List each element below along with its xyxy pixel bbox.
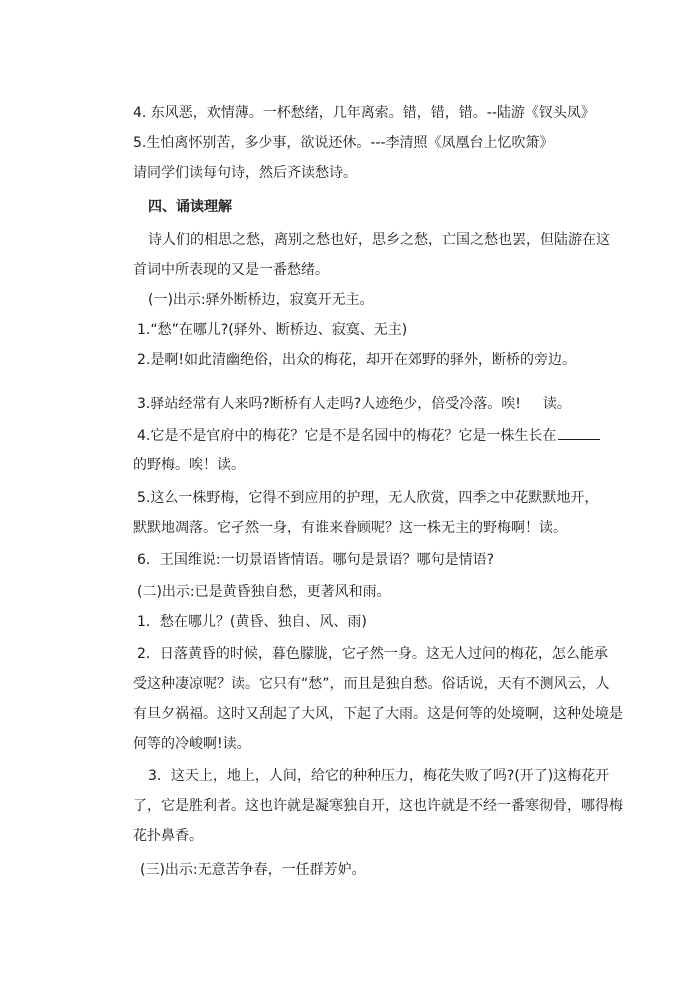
list-item-text: 读。 (542, 396, 571, 412)
paragraph-line: 有旦夕祸福。这时又刮起了大风，下起了大雨。这是何等的处境啊，这种处境是 (133, 706, 623, 722)
paragraph-line: 受这种凄凉呢？读。它只有“愁”，而且是独自愁。俗话说，天有不测风云，人 (133, 676, 610, 692)
paragraph-line: 何等的冷峻啊!读。 (133, 736, 251, 752)
paragraph-line: 默默地凋落。它孑然一身，有谁来眷顾呢？这一株无主的野梅啊！读。 (133, 520, 567, 536)
list-item: 5.这么一株野梅，它得不到应用的护理，无人欣赏，四季之中花默默地开， (137, 490, 599, 506)
instruction-text: 请同学们读每句诗，然后齐读愁诗。 (133, 165, 357, 181)
list-item (137, 394, 571, 414)
fill-in-blank (558, 425, 600, 440)
paragraph-line: 首词中所表现的又是一番愁绪。 (133, 262, 329, 278)
paragraph-line: 诗人们的相思之愁，离别之愁也好，思乡之愁，亡国之愁也罢，但陆游在这 (148, 232, 610, 248)
list-item-text: 3.驿站经常有人来吗?断桥有人走吗?人迹绝少，倍受冷落。唉! (137, 396, 521, 412)
list-item: 2．日落黄昏的时候，暮色朦胧，它孑然一身。这无人过问的梅花，怎么能承 (137, 646, 608, 662)
poem-line-5: 5.生怕离怀别苦，多少事，欲说还休。---李清照《凤凰台上忆吹箫》 (133, 135, 554, 151)
list-item: 1．愁在哪儿？(黄昏、独自、风、雨) (137, 614, 367, 630)
paragraph-line: 了，它是胜利者。这也许就是凝寒独自开，这也许就是不经一番寒彻骨，哪得梅 (133, 798, 623, 814)
subsection-heading: (二)出示:已是黄昏独自愁，更著风和雨。 (137, 584, 391, 600)
list-item-text: 4.它是不是官府中的梅花？它是不是名园中的梅花？它是一株生长在 (137, 428, 557, 444)
list-item: 3．这天上，地上，人间，给它的种种压力，梅花失败了吗?(开了)这梅花开 (148, 768, 610, 784)
list-item (137, 425, 600, 446)
paragraph-line: 花扑鼻香。 (133, 828, 203, 844)
list-item: 2.是啊!如此清幽绝俗，出众的梅花，却开在郊野的驿外，断桥的旁边。 (137, 352, 576, 368)
subsection-heading: (三)出示:无意苦争春，一任群芳妒。 (140, 862, 366, 878)
subsection-heading: (一)出示:驿外断桥边，寂寞开无主。 (148, 292, 374, 308)
poem-line-4: 4. 东风恶，欢情薄。一杯愁绪，几年离索。错，错，错。--陆游《钗头凤》 (133, 105, 595, 121)
list-item: 1.“愁”在哪儿?(驿外、断桥边、寂寞、无主) (137, 322, 408, 338)
section-heading: 四、诵读理解 (148, 199, 232, 215)
list-item: 6．王国维说:一切景语皆情语。哪句是景语？哪句是情语? (137, 552, 495, 568)
paragraph-line: 的野梅。唉！读。 (133, 457, 245, 473)
